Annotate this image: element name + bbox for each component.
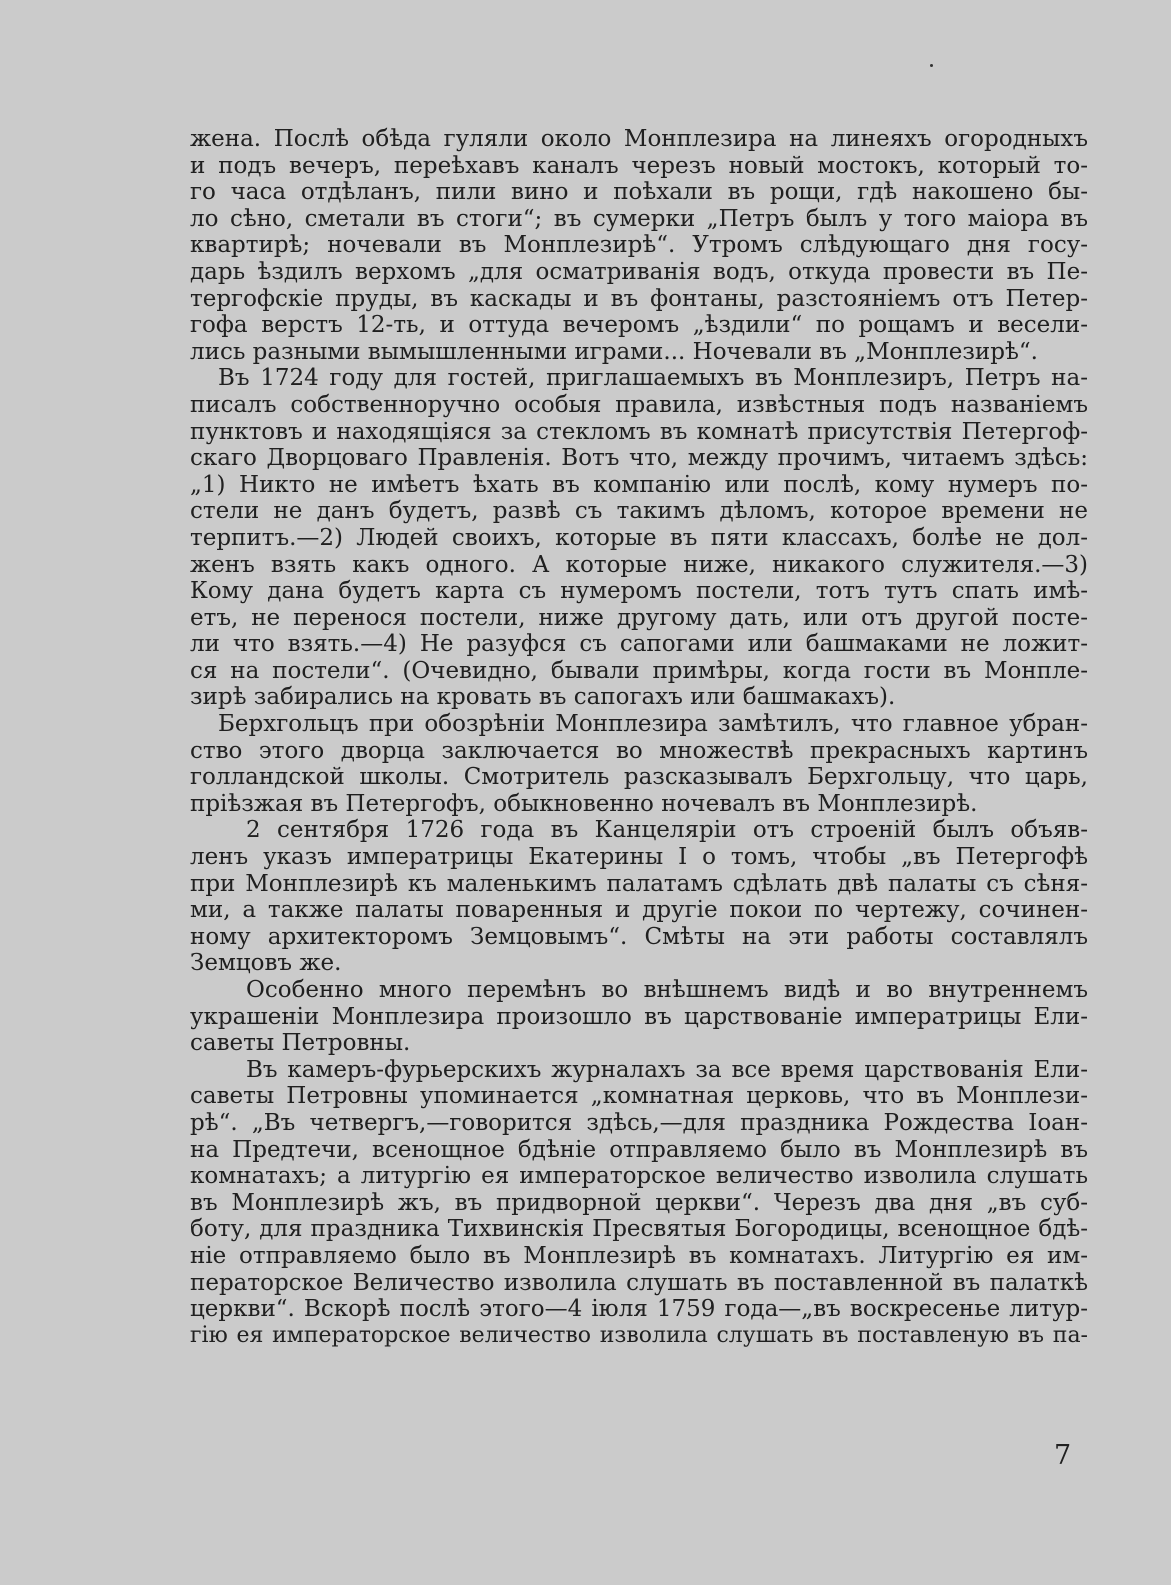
text-line: рѣ“. „Въ четвергъ,—говорится здѣсь,—для праздника Рождества Іоан- [190,1109,1088,1136]
text-line: Земцовъ же. [190,950,342,977]
text-line: Въ 1724 году для гостей, приглашаемыхъ въ Монплезиръ, Петръ на- [218,365,1088,392]
body-text [190,126,1088,1349]
text-line: лись разными вымышленными играми... Ночевали въ „Монплезирѣ“. [190,338,1038,365]
text-line: дарь ѣздилъ верхомъ „для осматриванія водъ, откуда провести въ Пе- [190,258,1088,285]
text-line: ся на постели“. (Очевидно, бывали примѣры, когда гости въ Монпле- [190,657,1088,684]
text-line: на Предтечи, всенощное бдѣніе отправляемо было въ Монплезирѣ въ [190,1136,1088,1163]
text-line: гію ея императорское величество изволила слушать въ поставленую въ па- [190,1322,1088,1348]
text-line: етъ, не перенося постели, ниже другому дать, или отъ другой посте- [190,604,1088,631]
text-line: терпитъ.—2) Людей своихъ, которые въ пяти классахъ, болѣе не дол- [190,524,1088,551]
text-line: ному архитекторомъ Земцовымъ“. Смѣты на эти работы составлялъ [190,923,1088,950]
text-line: тергофскіе пруды, въ каскады и въ фонтаны, разстояніемъ отъ Петер- [190,285,1088,312]
text-line: 2 сентября 1726 года въ Канцеляріи отъ строеній былъ объяв- [246,817,1088,844]
text-line: голландской школы. Смотритель разсказывалъ Берхгольцу, что царь, [190,764,1088,791]
text-line: стели не данъ будетъ, развѣ съ такимъ дѣломъ, которое времени не [190,498,1088,525]
text-line: въ Монплезирѣ жъ, въ придворной церкви“. Черезъ два дня „въ суб- [190,1189,1088,1216]
text-line: „1) Никто не имѣетъ ѣхать въ компанію или послѣ, кому нумеръ по- [190,471,1088,498]
text-line: ніе отправляемо было въ Монплезирѣ въ комнатахъ. Литургію ея им- [190,1242,1088,1269]
text-line: Особенно много перемѣнъ во внѣшнемъ видѣ и во внутреннемъ [246,977,1088,1003]
text-line: Берхгольцъ при обозрѣніи Монплезира замѣтилъ, что главное убран- [218,711,1088,738]
text-line: при Монплезирѣ къ маленькимъ палатамъ сдѣлать двѣ палаты съ сѣня- [190,870,1088,897]
text-line: го часа отдѣланъ, пили вино и поѣхали въ рощи, гдѣ накошено бы- [190,179,1088,206]
text-line: и подъ вечеръ, переѣхавъ каналъ черезъ новый мостокъ, который то- [190,152,1088,179]
text-line: ли что взять.—4) Не разуфся съ сапогами или башмаками не ложит- [190,631,1088,658]
text-line: комнатахъ; а литургію ея императорское величество изволила слушать [190,1163,1088,1190]
text-line: ми, а также палаты поваренныя и другіе покои по чертежу, сочинен- [190,897,1088,924]
text-line: жена. Послѣ обѣда гуляли около Монплезира на линеяхъ огородныхъ [190,126,1088,152]
text-line: церкви“. Вскорѣ послѣ этого—4 іюля 1759 года—„въ воскресенье литур- [190,1296,1088,1323]
text-line: квартирѣ; ночевали въ Монплезирѣ“. Утромъ слѣдующаго дня госу- [190,232,1088,259]
text-line: Кому дана будетъ карта съ нумеромъ постели, тотъ тутъ спать имѣ- [190,578,1088,605]
text-line: ло сѣно, сметали въ стоги“; въ сумерки „Петръ былъ у того маіора въ [190,205,1088,232]
text-line: пріѣзжая въ Петергофъ, обыкновенно ночевалъ въ Монплезирѣ. [190,790,978,817]
text-line: Въ камеръ-фурьерскихъ журналахъ за все время царствованія Ели- [246,1056,1088,1083]
text-line: ператорское Величество изволила слушать въ поставленной въ палаткѣ [190,1269,1088,1296]
text-line: саветы Петровны упоминается „комнатная церковь, что въ Монплези- [190,1083,1088,1110]
print-speck [930,64,933,67]
text-line: ство этого дворца заключается во множествѣ прекрасныхъ картинъ [190,737,1088,764]
text-line: гофа верстъ 12-ть, и оттуда вечеромъ „ѣздили“ по рощамъ и весели- [190,312,1088,339]
text-line: пунктовъ и находящіяся за стекломъ въ комнатѣ присутствія Петергоф- [190,418,1088,445]
text-line: зирѣ забирались на кровать въ сапогахъ или башмакахъ). [190,684,896,711]
text-line: ленъ указъ императрицы Екатерины I о томъ, чтобы „въ Петергофѣ [190,844,1088,871]
text-line: боту, для праздника Тихвинскія Пресвятыя Богородицы, всенощное бдѣ- [190,1216,1088,1243]
text-line: писалъ собственноручно особыя правила, извѣстныя подъ названіемъ [190,391,1088,418]
page-number: 7 [1054,1440,1072,1471]
text-line: украшеніи Монплезира произошло въ царствованіе императрицы Ели- [190,1003,1088,1030]
text-line: саветы Петровны. [190,1030,411,1057]
text-line: женъ взять какъ одного. А которые ниже, никакого служителя.—3) [190,551,1088,578]
text-line: скаго Дворцоваго Правленія. Вотъ что, между прочимъ, читаемъ здѣсь: [190,445,1088,472]
